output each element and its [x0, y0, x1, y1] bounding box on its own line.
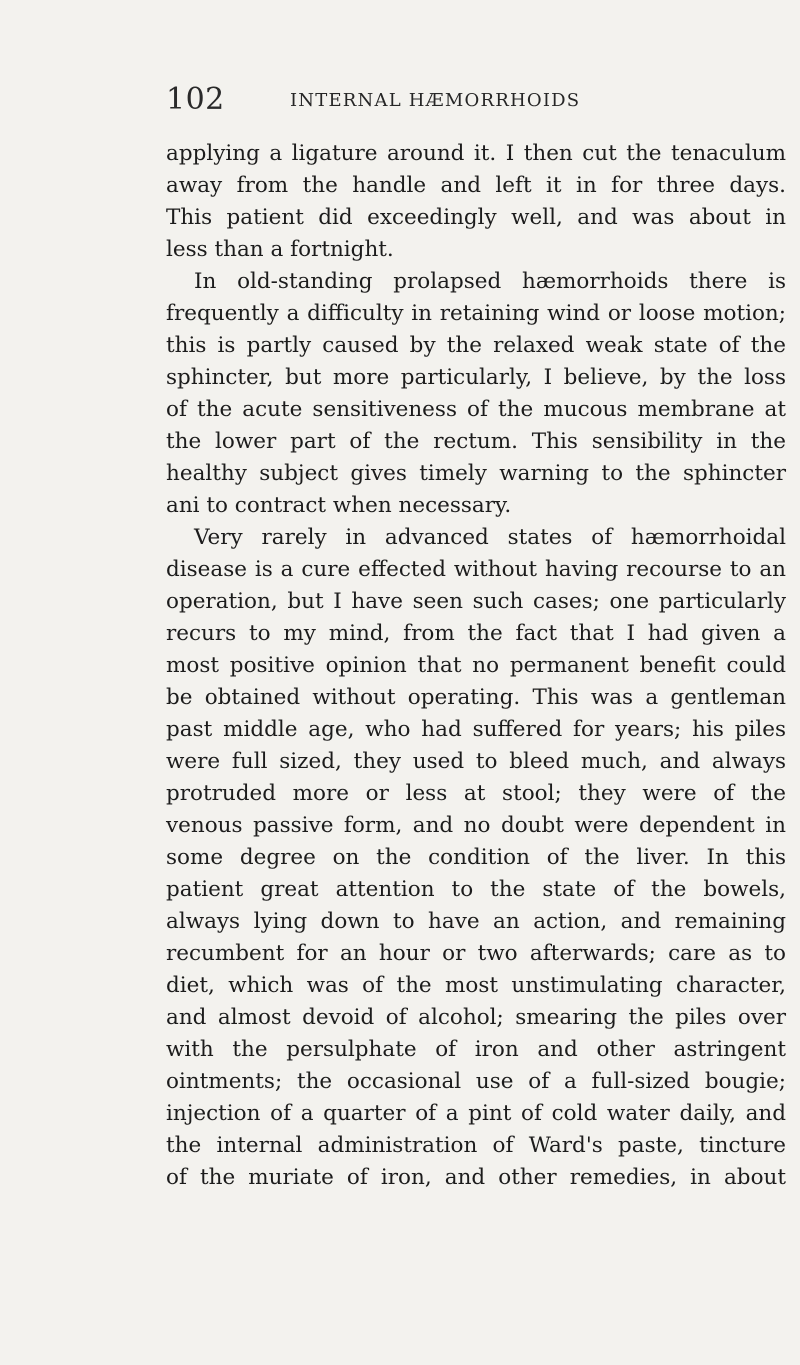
text-line: past middle age, who had suffered for years; his piles: [166, 717, 786, 742]
text-line: of the muriate of iron, and other remedies, in about: [166, 1165, 786, 1190]
text-line: of the acute sensitiveness of the mucous membrane at: [166, 397, 786, 422]
text-line: injection of a quarter of a pint of cold water daily, and: [166, 1101, 786, 1126]
text-line: healthy subject gives timely warning to the sphincter: [166, 461, 786, 486]
text-line: the internal administration of Ward's paste, tincture: [166, 1133, 786, 1158]
running-head: INTERNAL HÆMORRHOIDS: [290, 90, 581, 111]
text-line: This patient did exceedingly well, and was about in: [166, 205, 786, 230]
page-number: 102: [166, 82, 225, 117]
text-line: be obtained without operating. This was a gentleman: [166, 685, 786, 710]
text-line: diet, which was of the most unstimulating character,: [166, 973, 786, 998]
text-line: some degree on the condition of the liver. In this: [166, 845, 786, 870]
text-line: recurs to my mind, from the fact that I had given a: [166, 621, 786, 646]
body-text: [166, 138, 786, 1194]
text-line: recumbent for an hour or two afterwards; care as to: [166, 941, 786, 966]
text-line: with the persulphate of iron and other astringent: [166, 1037, 786, 1062]
text-line: frequently a difficulty in retaining wind or loose motion;: [166, 301, 786, 326]
text-line: sphincter, but more particularly, I believe, by the loss: [166, 365, 786, 390]
text-line: away from the handle and left it in for three days.: [166, 173, 786, 198]
text-line: this is partly caused by the relaxed weak state of the: [166, 333, 786, 358]
text-line: most positive opinion that no permanent benefit could: [166, 653, 786, 678]
text-line: protruded more or less at stool; they were of the: [166, 781, 786, 806]
text-line: Very rarely in advanced states of hæmorrhoidal: [194, 525, 786, 550]
text-line: In old-standing prolapsed hæmorrhoids there is: [194, 269, 786, 294]
text-line: applying a ligature around it. I then cut the tenaculum: [166, 141, 786, 166]
text-line: and almost devoid of alcohol; smearing the piles over: [166, 1005, 786, 1030]
text-line: patient great attention to the state of the bowels,: [166, 877, 786, 902]
text-line: venous passive form, and no doubt were dependent in: [166, 813, 786, 838]
text-line: were full sized, they used to bleed much, and always: [166, 749, 786, 774]
text-line: disease is a cure effected without having recourse to an: [166, 557, 786, 582]
text-line: always lying down to have an action, and remaining: [166, 909, 786, 934]
text-line: the lower part of the rectum. This sensibility in the: [166, 429, 786, 454]
text-line: ointments; the occasional use of a full-sized bougie;: [166, 1069, 786, 1094]
text-line: operation, but I have seen such cases; one particularly: [166, 589, 786, 614]
text-line: ani to contract when necessary.: [166, 493, 512, 518]
text-line: less than a fortnight.: [166, 237, 394, 262]
